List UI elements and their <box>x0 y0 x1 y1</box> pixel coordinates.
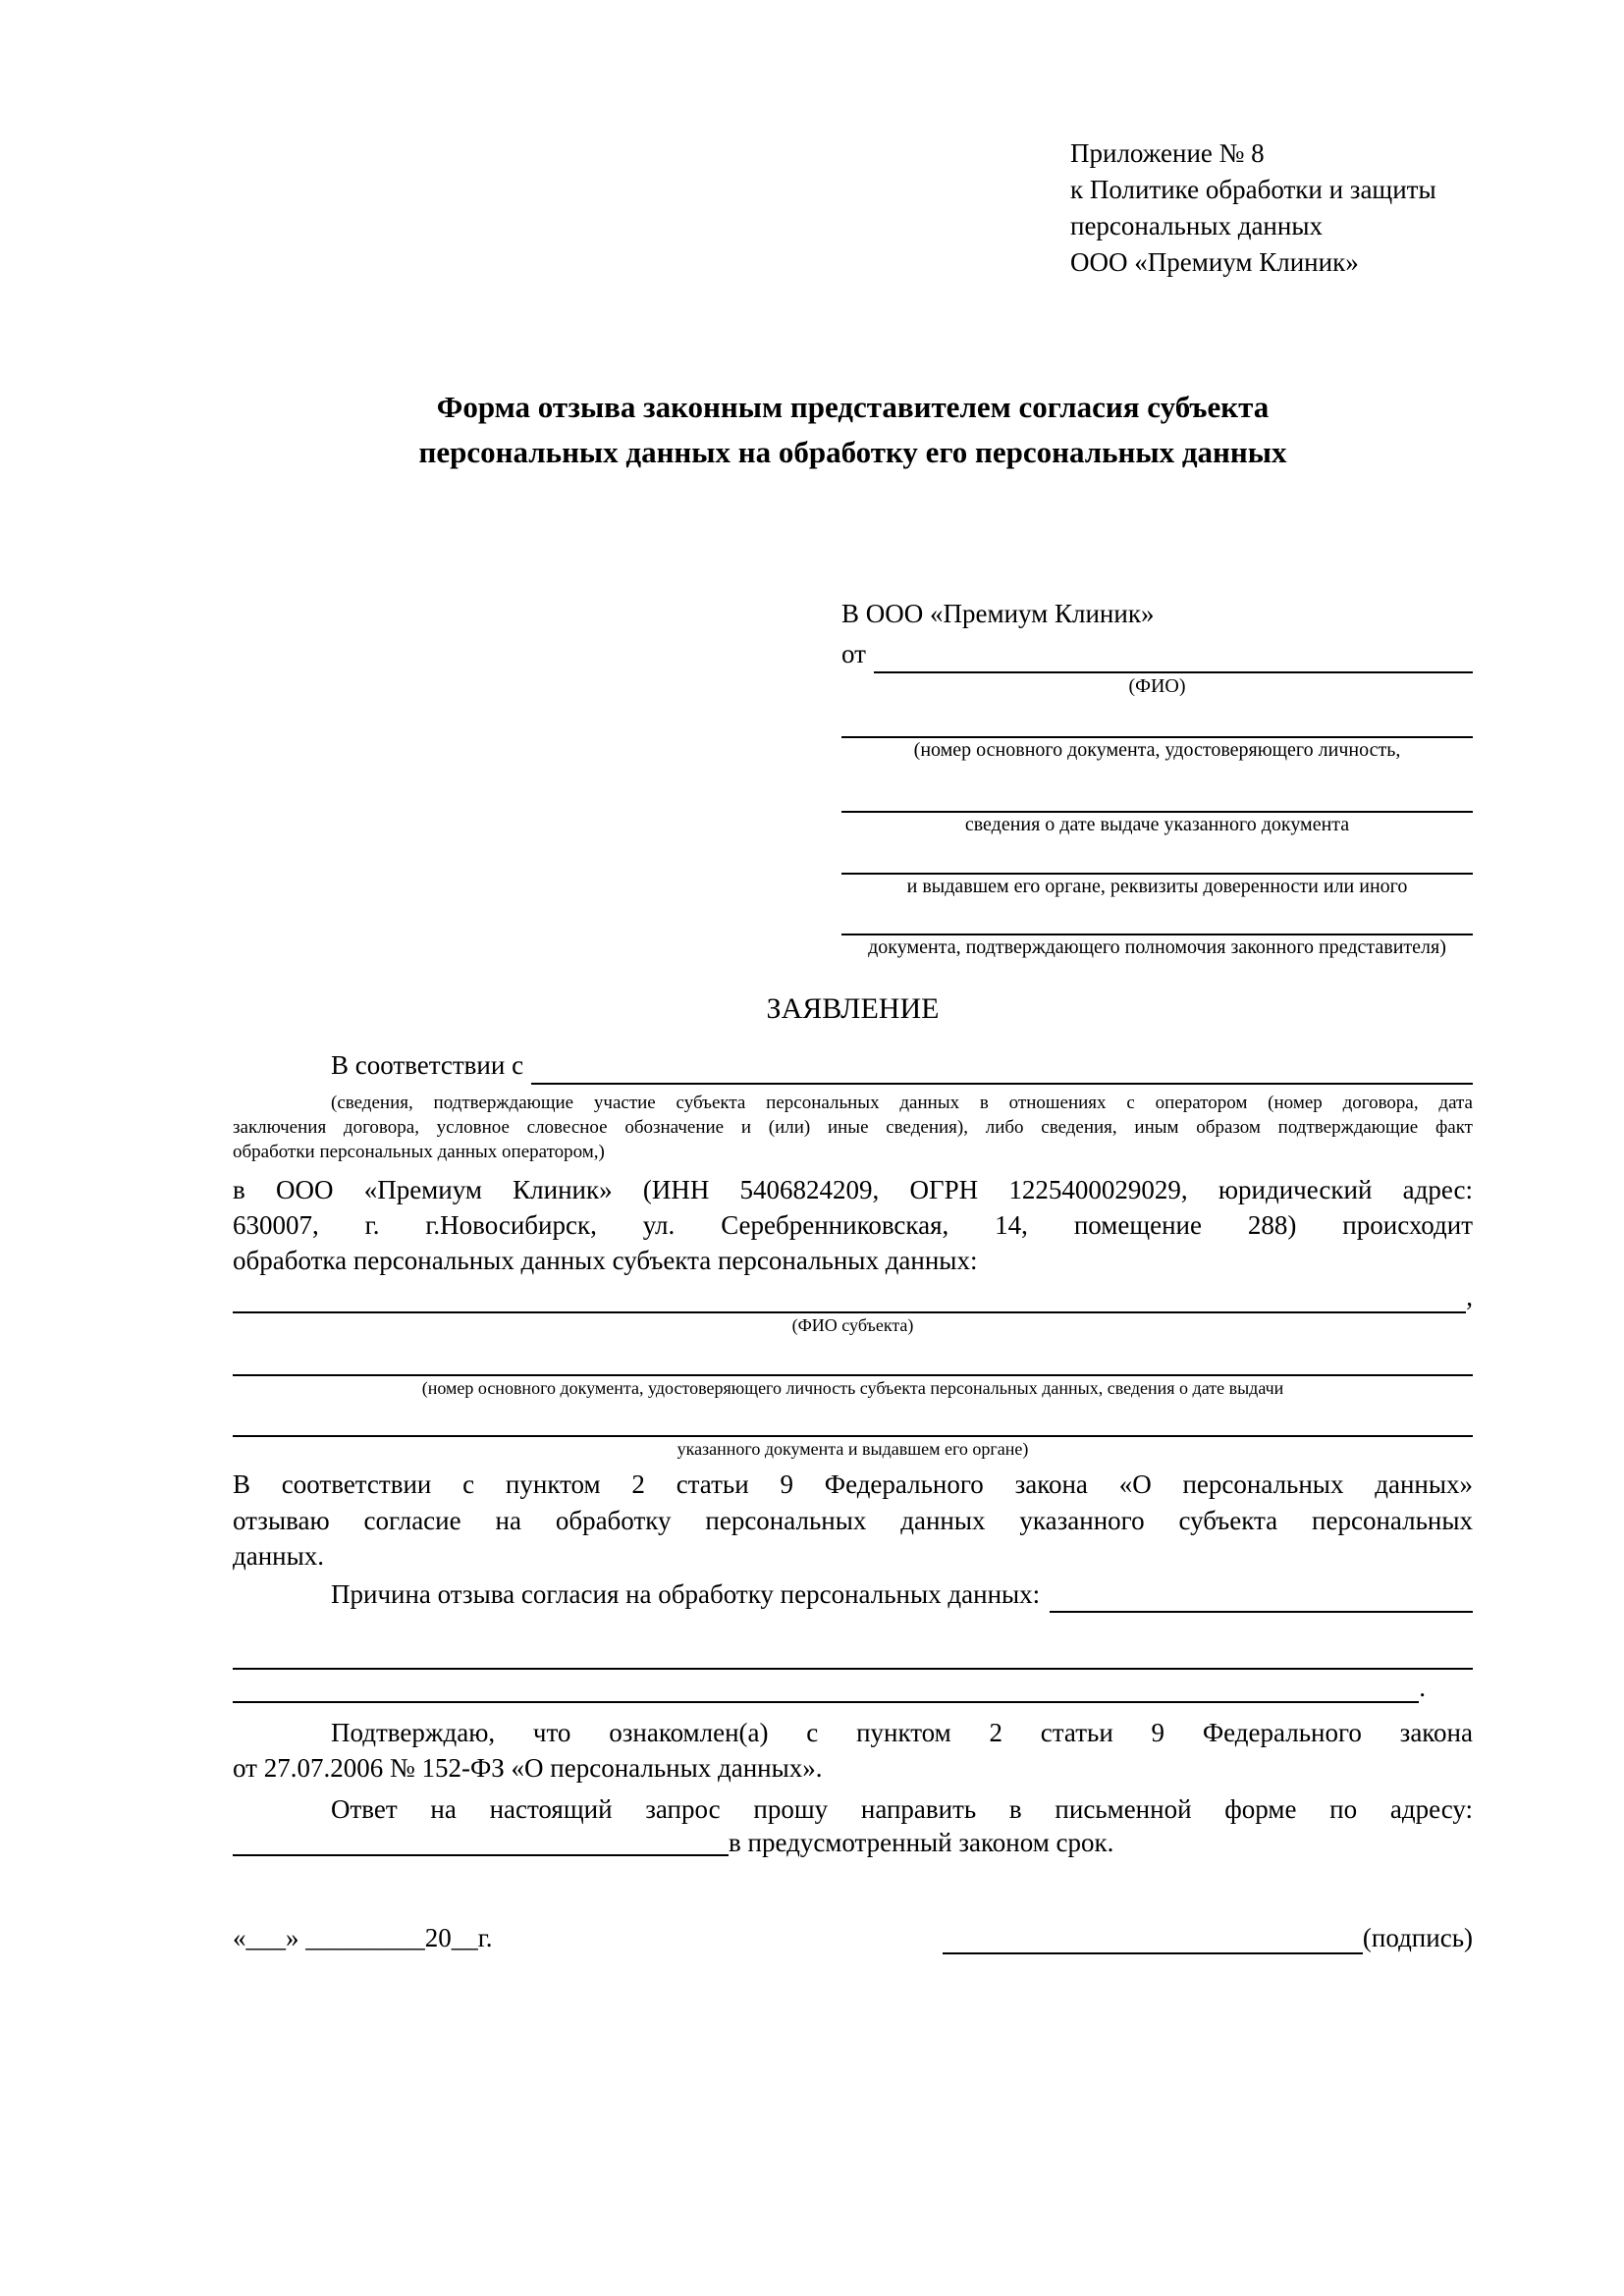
in-accordance-blank <box>531 1045 1473 1085</box>
representative-doc-blank-2 <box>841 762 1473 813</box>
operator-paragraph-line-1: в ООО «Премиум Клиник» (ИНН 5406824209, ОГРН 1225400029029, юридический адрес: <box>233 1175 1473 1204</box>
representative-doc-caption-3: и выдавшем его органе, реквизиты доверенности или иного <box>906 876 1408 897</box>
reply-address-blank <box>233 1829 729 1856</box>
subject-fio-caption: (ФИО субъекта) <box>791 1315 914 1335</box>
reason-row <box>233 1574 1473 1613</box>
representative-doc-caption-4: документа, подтверждающего полномочия законного представителя) <box>868 936 1446 958</box>
appendix-line-3: персональных данных <box>1070 211 1323 240</box>
appendix-line-1: Приложение № 8 <box>1070 138 1265 168</box>
confirm-paragraph-line-1: Подтверждаю, что ознакомлен(а) с пунктом 2 статьи 9 Федерального закона <box>331 1717 1473 1747</box>
document-title <box>233 385 1473 475</box>
confirm-paragraph-line-2: от 27.07.2006 № 152-ФЗ «О персональных данных». <box>233 1753 823 1783</box>
in-accordance-label: В соответствии с <box>331 1050 524 1080</box>
operator-paragraph-line-2: 630007, г. г.Новосибирск, ул. Серебренниковская, 14, помещение 288) происходит <box>233 1210 1473 1240</box>
reason-blank-line-3-rule <box>233 1672 1419 1703</box>
subject-doc-blank-1 <box>233 1337 1473 1376</box>
signature-caption: (подпись) <box>1362 1923 1473 1952</box>
appendix-line-2: к Политике обработки и защиты <box>1070 175 1436 204</box>
withdrawal-paragraph-line-3: данных. <box>233 1540 325 1571</box>
reason-blank-line-2 <box>233 1613 1473 1670</box>
document-title-line-2: персональных данных на обработку его персональных данных <box>418 435 1287 469</box>
appendix-line-4: ООО «Премиум Клиник» <box>1070 247 1359 277</box>
accordance-caption-line-3: обработки персональных данных оператором,) <box>233 1142 605 1162</box>
representative-doc-blank-1 <box>841 699 1473 738</box>
reply-address-row <box>233 1827 1473 1856</box>
reason-blank <box>1050 1575 1473 1613</box>
reply-paragraph-line-1: Ответ на настоящий запрос прошу направить в письменной форме по адресу: <box>331 1794 1473 1824</box>
from-row <box>841 632 1473 673</box>
signature-group <box>943 1921 1473 1954</box>
representative-doc-caption-2: сведения о дате выдаче указанного документа <box>964 814 1350 835</box>
subject-doc-blank-2 <box>233 1400 1473 1437</box>
fio-caption: (ФИО) <box>1128 675 1186 697</box>
accordance-caption-line-2: заключения договора, условное словесное обозначение и (или) иные сведения), либо сведения, иным образом подтверждающие факт <box>233 1117 1473 1138</box>
representative-doc-caption-1: (номер основного документа, удостоверяющего личность, <box>913 739 1401 761</box>
reason-label: Причина отзыва согласия на обработку персональных данных: <box>331 1578 1041 1609</box>
reply-paragraph-line-2: в предусмотренный законом срок. <box>729 1828 1114 1857</box>
appendix-header <box>1070 135 1473 281</box>
date-line: «___» _________20__г. <box>233 1923 493 1952</box>
statement-heading: ЗАЯВЛЕНИЕ <box>766 992 940 1025</box>
in-accordance-row <box>233 1043 1473 1085</box>
period-after-blank: . <box>1419 1672 1426 1702</box>
from-label: от <box>841 639 866 668</box>
subject-doc-caption-1: (номер основного документа, удостоверяющего личность субъекта персональных данных, сведения о дате выдачи <box>421 1378 1284 1398</box>
addressee-to: В ООО «Премиум Клиник» <box>841 599 1155 628</box>
accordance-caption-line-1: (сведения, подтверждающие участие субъекта персональных данных в отношениях с оператором (номер договора, дата <box>331 1093 1473 1113</box>
document-title-line-1: Форма отзыва законным представителем согласия субъекта <box>436 390 1270 424</box>
comma-after-blank: , <box>1466 1282 1473 1311</box>
withdrawal-paragraph-line-2: отзываю согласие на обработку персональных данных указанного субъекта персональных <box>233 1505 1473 1535</box>
reason-blank-line-3 <box>233 1670 1473 1703</box>
date-signature-row <box>233 1921 1473 1954</box>
signature-blank <box>943 1923 1363 1954</box>
subject-fio-blank <box>233 1280 1466 1313</box>
representative-doc-blank-3 <box>841 836 1473 875</box>
representative-doc-blank-4 <box>841 898 1473 935</box>
subject-fio-row <box>233 1278 1473 1313</box>
operator-paragraph-line-3: обработка персональных данных субъекта персональных данных: <box>233 1246 978 1275</box>
subject-doc-caption-2: указанного документа и выдавшем его органе) <box>677 1439 1029 1459</box>
withdrawal-paragraph-line-1: В соответствии с пунктом 2 статьи 9 Федерального закона «О персональных данных» <box>233 1469 1473 1499</box>
addressee-block <box>841 595 1473 959</box>
representative-name-blank <box>874 634 1473 673</box>
